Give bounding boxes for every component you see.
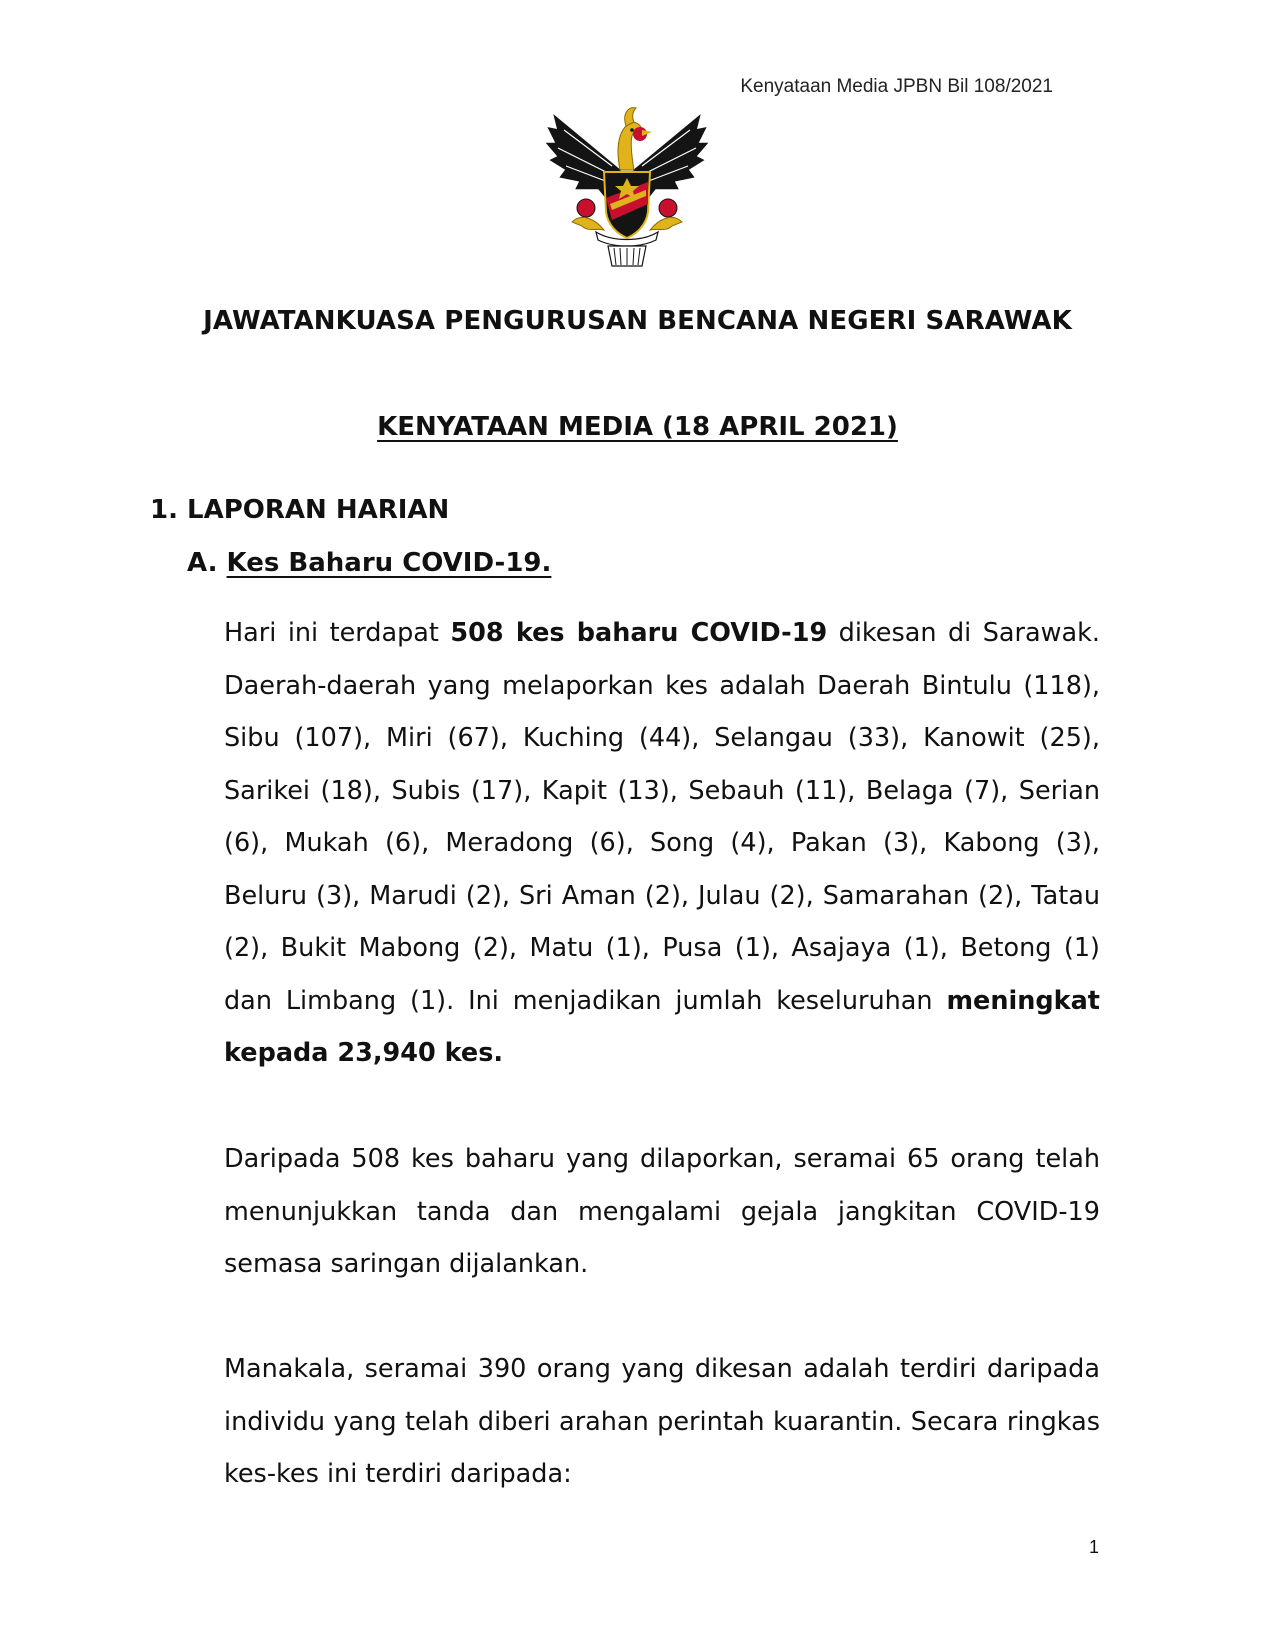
paragraph1-text-1: Hari ini terdapat (224, 618, 451, 648)
paragraph-symptomatic: Daripada 508 kes baharu yang dilaporkan, seramai 65 orang telah menunjukkan tanda dan mengalami gejala jangkitan COVID-19 semasa saringan dijalankan. (224, 1144, 1100, 1279)
statement-title (0, 412, 1275, 442)
page-number: 1 (1088, 1537, 1099, 1557)
subsection-label: A. (187, 548, 218, 578)
subsection-heading (187, 548, 551, 578)
section-heading: 1. LAPORAN HARIAN (150, 495, 450, 525)
statement-title-text: KENYATAAN MEDIA (18 APRIL 2021) (377, 412, 898, 442)
document-reference: Kenyataan Media JPBN Bil 108/2021 (740, 76, 1053, 97)
paragraph-new-cases (224, 607, 1100, 1080)
sarawak-coat-of-arms-icon (542, 100, 712, 270)
paragraph1-bold-1: 508 kes baharu COVID-19 (450, 618, 828, 648)
subsection-title: Kes Baharu COVID-19. (226, 548, 552, 578)
paragraph-quarantine: Manakala, seramai 390 orang yang dikesan adalah terdiri daripada individu yang telah diberi arahan perintah kuarantin. Secara ringkas kes-kes ini terdiri daripada: (224, 1354, 1100, 1489)
agency-title: JAWATANKUASA PENGURUSAN BENCANA NEGERI SARAWAK (203, 306, 1072, 336)
paragraph1-text-2: dikesan di Sarawak. Daerah-daerah yang melaporkan kes adalah Daerah Bintulu (118), Sibu (107), Miri (67), Kuching (44), Selangau (33), Kanowit (25), Sarikei (18), Subis (17), Kapit (13), Sebauh (11), Belaga (7), Serian (6), Mukah (6), Meradong (6), Song (4), Pakan (3), Kabong (3), Beluru (3), Marudi (2), Sri Aman (2), Julau (2), Samarahan (2), Tatau (2), Bukit Mabong (2), Matu (1), Pusa (1), Asajaya (1), Betong (1) dan Limbang (1). Ini menjadikan jumlah keseluruhan (224, 618, 1100, 1016)
paragraph1-bold-2: meningkat kepada 23,940 kes. (224, 985, 1100, 1068)
